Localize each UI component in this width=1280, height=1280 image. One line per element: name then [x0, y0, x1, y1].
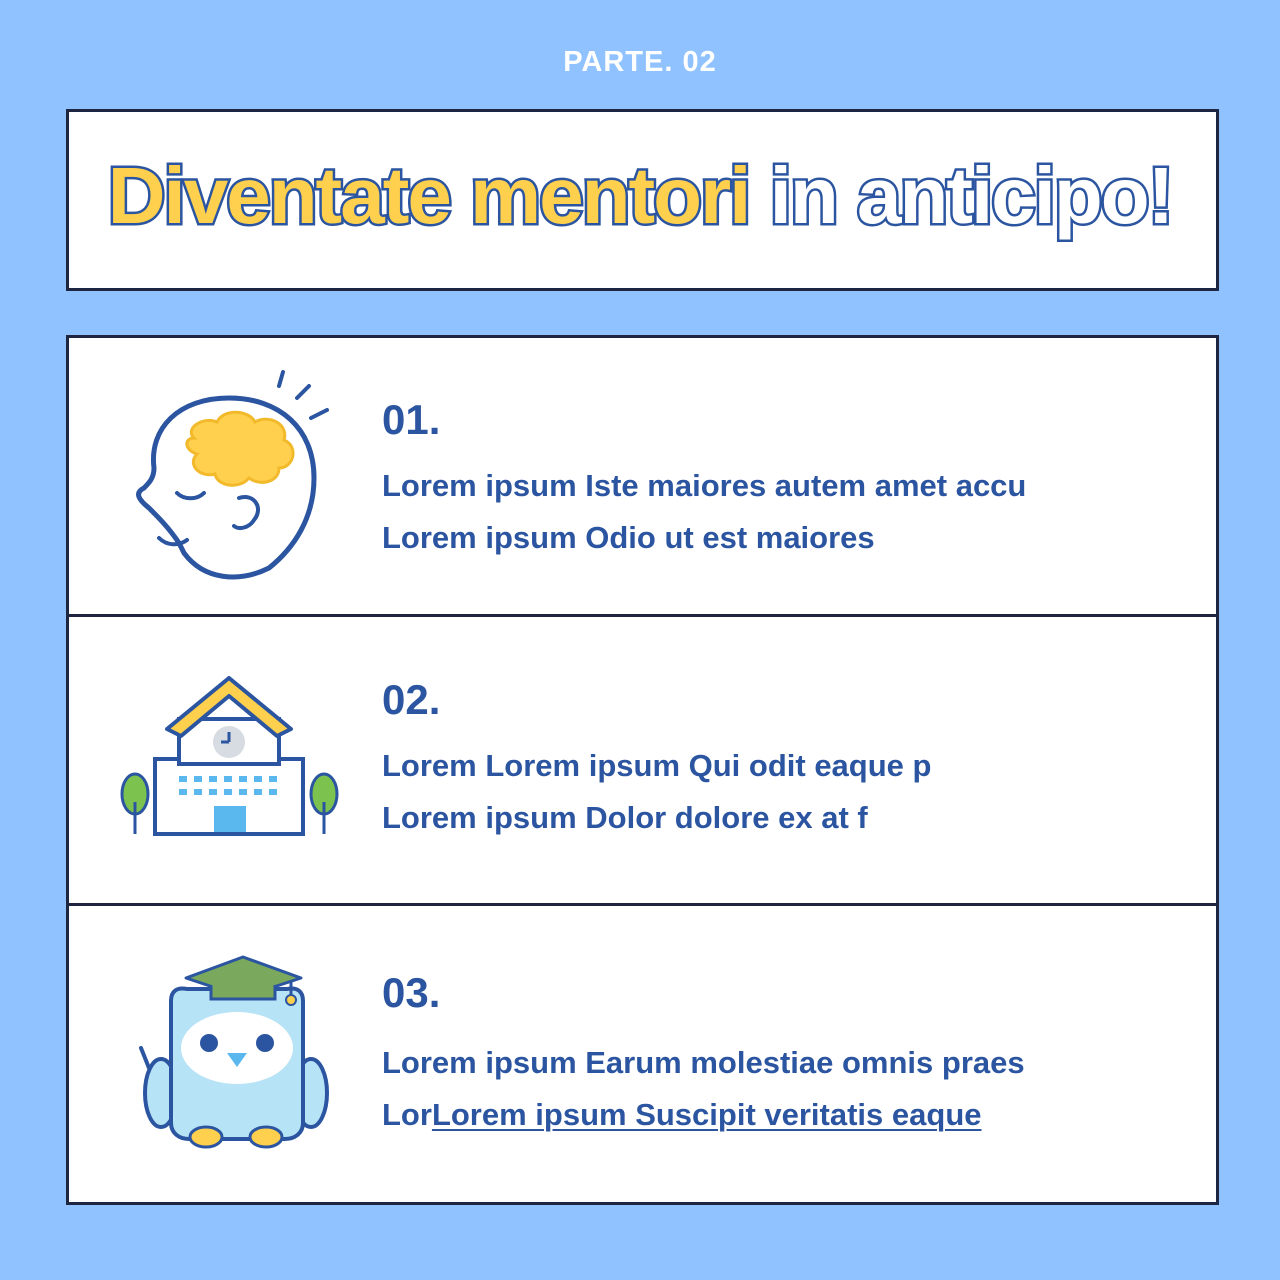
- step-2-line-2: Lorem ipsum Dolor dolore ex at f: [382, 800, 868, 835]
- step-1-line-2: Lorem ipsum Odio ut est maiores: [382, 520, 875, 555]
- page-title: [0, 150, 1280, 242]
- step-3-link[interactable]: Lorem ipsum Suscipit veritatis eaque: [431, 1097, 982, 1132]
- step-2-line-1: [382, 748, 931, 784]
- step-3-line-2: [382, 1097, 982, 1133]
- step-1-line-1: Lorem ipsum Iste maiores autem amet accu: [382, 468, 1027, 503]
- step-number-2: 02.: [382, 676, 441, 723]
- school-building-icon: [117, 674, 347, 839]
- step-3-line-1: Lorem ipsum Earum molestiae omnis praes: [382, 1045, 1025, 1080]
- step-number-1: 01.: [382, 396, 441, 443]
- graduate-owl-icon: [131, 953, 331, 1153]
- part-label: PARTE. 02: [563, 46, 717, 78]
- step-2-line-1-rest: Lorem ipsum Qui odit eaque p: [476, 748, 932, 783]
- title-highlight: Diventate mentori: [107, 151, 750, 240]
- step-2-line-1-bold: Lorem: [382, 748, 477, 783]
- brain-head-icon: [129, 368, 349, 588]
- step-3-line-2-prefix: Lor: [382, 1097, 432, 1132]
- step-card-2: [66, 614, 1219, 906]
- step-card-1: [66, 335, 1219, 620]
- step-card-3: [66, 903, 1219, 1205]
- title-rest: in anticipo!: [749, 151, 1173, 240]
- step-number-3: 03.: [382, 969, 441, 1016]
